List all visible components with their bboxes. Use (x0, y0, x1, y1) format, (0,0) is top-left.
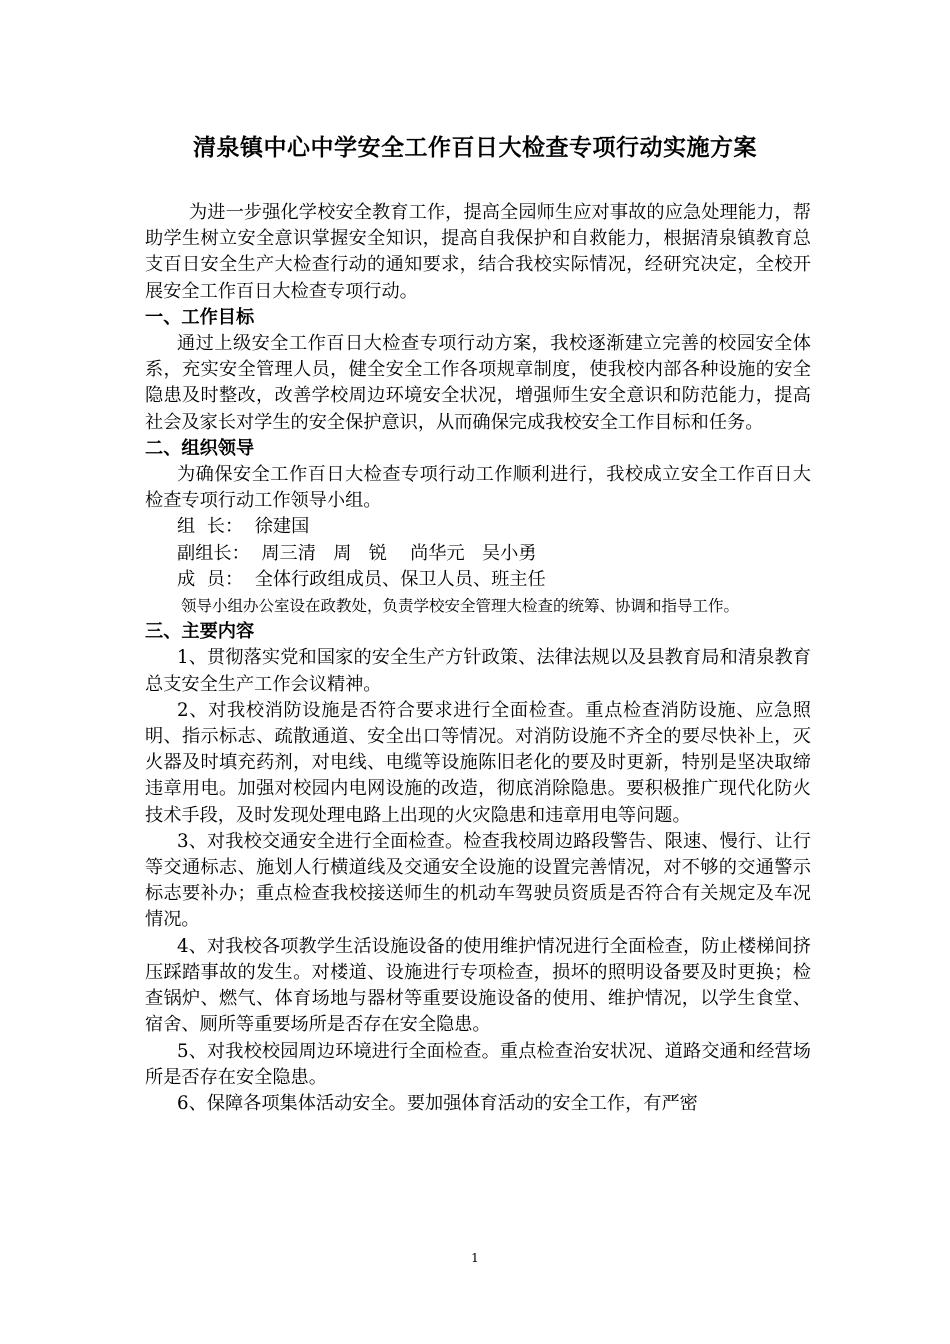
deputy-leader-line: 副组长： 周三清 周 锐 尚华元 吴小勇 (177, 542, 537, 564)
document-body (145, 200, 811, 1117)
content-item: 6、保障各项集体活动安全。要加强体育活动的安全工作，有严密 (177, 1092, 698, 1114)
content-item: 4、对我校各项教学生活设施设备的使用维护情况进行全面检查，防止楼梯间挤压踩踏事故的发生。对楼道、设施进行专项检查，损坏的照明设备要及时更换；检查锅炉、燃气、体育场地与器材等重要设施设备的使用、维护情况，以学生食堂、宿舍、厕所等重要场所是否存在安全隐患。 (145, 935, 811, 1036)
leadership-paragraph: 为确保安全工作百日大检查专项行动工作顺利进行，我校成立安全工作百日大检查专项行动工作领导小组。 (145, 464, 811, 512)
goals-paragraph: 通过上级安全工作百日大检查专项行动方案，我校逐渐建立完善的校园安全体系，充实安全管理人员，健全安全工作各项规章制度，使我校内部各种设施的安全隐患及时整改，改善学校周边环境安全状况，增强师生安全意识和防范能力，提高社会及家长对学生的安全保护意识，从而确保完成我校安全工作目标和任务。 (145, 333, 811, 433)
intro-paragraph: 为进一步强化学校安全教育工作，提高全园师生应对事故的应急处理能力，帮助学生树立安全意识掌握安全知识，提高自我保护和自救能力，根据清泉镇教育总支百日安全生产大检查行动的通知要求，结合我校实际情况，经研究决定，全校开展安全工作百日大检查专项行动。 (145, 202, 811, 302)
leader-line: 组 长： 徐建国 (177, 516, 310, 538)
office-note: 领导小组办公室设在政教处，负责学校安全管理大检查的统筹、协调和指导工作。 (181, 597, 740, 616)
content-item: 1、贯彻落实党和国家的安全生产方针政策、法律法规以及县教育局和清泉教育总支安全生产工作会议精神。 (145, 647, 811, 695)
content-item: 5、对我校校园周边环境进行全面检查。重点检查治安状况、道路交通和经营场所是否存在安全隐患。 (145, 1040, 811, 1088)
section-heading-content: 三、主要内容 (145, 621, 255, 643)
page-number: 1 (471, 1251, 479, 1265)
members-line: 成 员： 全体行政组成员、保卫人员、班主任 (177, 568, 546, 590)
document-title: 清泉镇中心中学安全工作百日大检查专项行动实施方案 (193, 135, 757, 161)
section-heading-goals: 一、工作目标 (145, 306, 255, 328)
section-heading-leadership: 二、组织领导 (145, 437, 255, 459)
content-item: 2、对我校消防设施是否符合要求进行全面检查。重点检查消防设施、应急照明、指示标志、疏散通道、安全出口等情况。对消防设施不齐全的要尽快补上，灭火器及时填充药剂，对电线、电缆等设施陈旧老化的要及时更新，特别是坚决取缔违章用电。加强对校园内电网设施的改造，彻底消除隐患。要积极推广现代化防火技术手段，及时发现处理电路上出现的火灾隐患和违章用电等问题。 (145, 699, 811, 826)
content-item: 3、对我校交通安全进行全面检查。检查我校周边路段警告、限速、慢行、让行等交通标志、施划人行横道线及交通安全设施的设置完善情况，对不够的交通警示标志要补办；重点检查我校接送师生的机动车驾驶员资质是否符合有关规定及车况情况。 (145, 830, 811, 931)
